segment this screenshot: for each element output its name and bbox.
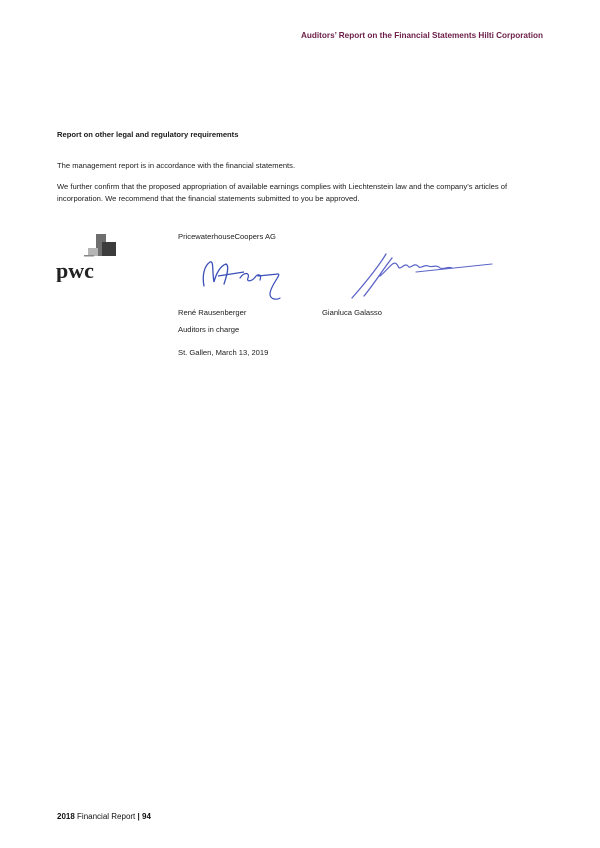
paragraph-appropriation: We further confirm that the proposed appropriation of available earnings complies with Liechtenstein law and the company’s articles of incorporation. We recommend that the financial statements submitted to you be approved. (57, 182, 508, 203)
pwc-logo-text: pwc (56, 258, 94, 282)
section-heading: Report on other legal and regulatory requirements (57, 130, 239, 139)
footer-year: 2018 (57, 812, 75, 821)
signer-role: Auditors in charge (178, 325, 240, 334)
footer-separator: | (137, 812, 140, 821)
page-footer (57, 812, 151, 821)
signer-name-1: René Rausenberger (178, 308, 247, 317)
signer-name-2: Gianluca Galasso (322, 308, 382, 317)
pwc-logo (56, 232, 126, 282)
running-header-title: Auditors’ Report on the Financial Statements Hilti Corporation (300, 31, 543, 40)
paragraph-management-report: The management report is in accordance with the financial statements. (57, 161, 296, 170)
signature-rausenberger (196, 248, 296, 306)
footer-report-label: Financial Report (77, 812, 136, 821)
signature-galasso (346, 246, 496, 304)
firm-name: PricewaterhouseCoopers AG (178, 232, 276, 241)
footer-page-number: 94 (142, 812, 151, 821)
place-and-date: St. Gallen, March 13, 2019 (178, 348, 269, 357)
